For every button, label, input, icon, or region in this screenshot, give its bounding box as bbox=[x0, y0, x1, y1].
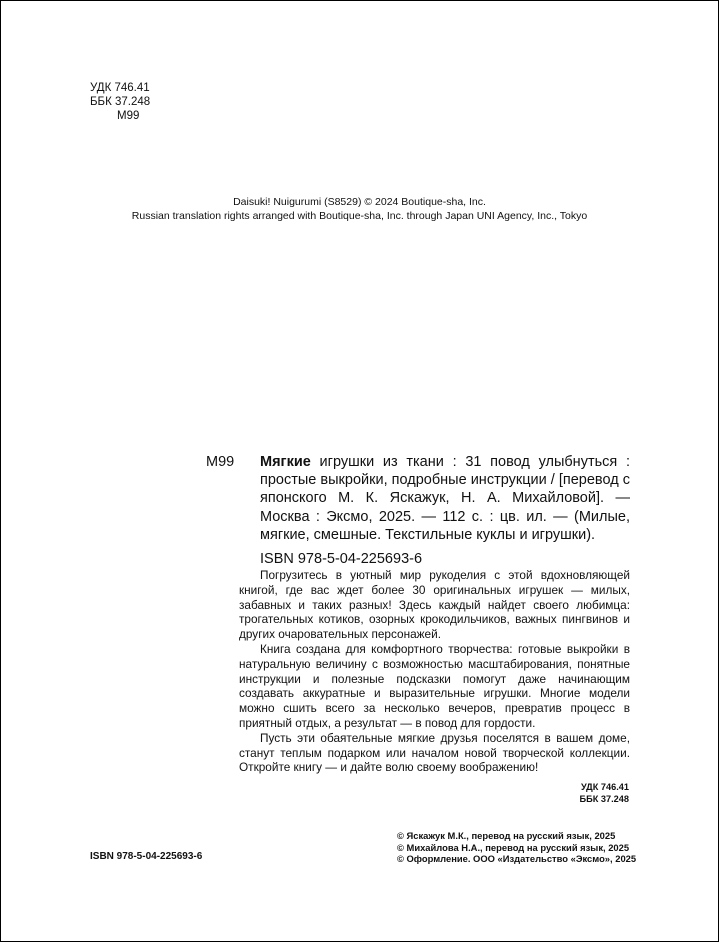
translation-rights bbox=[1, 195, 718, 223]
udk-code-bottom: УДК 746.41 bbox=[580, 782, 629, 792]
catalog-isbn: ISBN 978-5-04-225693-6 bbox=[260, 551, 423, 568]
copyright-line-3: © Оформление. ООО «Издательство «Эксмо», 2025 bbox=[397, 853, 637, 865]
author-mark: М99 bbox=[117, 110, 140, 122]
annotation-paragraph-3: Пусть эти обаятельные мягкие друзья поселятся в вашем доме, станут теплым подарком или началом новой творческой коллекции. Откройте книгу — и дайте волю своему воображению! bbox=[239, 730, 630, 775]
udk-code: УДК 746.41 bbox=[90, 82, 150, 94]
bbk-code: ББК 37.248 bbox=[90, 96, 151, 108]
catalog-record bbox=[260, 453, 630, 568]
catalog-description bbox=[260, 453, 630, 544]
catalog-description-text: игрушки из ткани : 31 повод улыбнуться : простые выкройки, подробные инструкции / [перевод с японского М. К. Яскажук, Н. А. Михайловой]. — Москва : Эксмо, 2025. — 112 с. : цв. ил. — (Милые, мягкие, смешные. Текстильные куклы и игрушки). bbox=[260, 454, 630, 543]
classification-codes-top bbox=[90, 81, 150, 123]
rights-line-1: Daisuki! Nuigurumi (S8529) © 2024 Boutique-sha, Inc. bbox=[233, 196, 486, 208]
copyright-notices bbox=[397, 830, 636, 865]
isbn-bottom: ISBN 978-5-04-225693-6 bbox=[90, 851, 203, 862]
classification-codes-bottom bbox=[481, 782, 629, 805]
copyright-line-1: © Яскажук М.К., перевод на русский язык, 2025 bbox=[397, 830, 616, 841]
copyright-line-2: © Михайлова Н.А., перевод на русский язык, 2025 bbox=[397, 841, 630, 853]
rights-line-2: Russian translation rights arranged with Boutique-sha, Inc. through Japan UNI Agency, Inc., Tokyo bbox=[131, 210, 588, 222]
annotation-paragraph-1: Погрузитесь в уютный мир рукоделия с этой вдохновляющей книгой, где вас ждет более 30 оригинальных игрушек — милых, забавных и таких разных! Здесь каждый найдет своего любимца: трогательных котиков, озорных крокодильчиков, важных пингвинов и других очаровательных персонажей. bbox=[239, 568, 630, 642]
annotation bbox=[239, 568, 630, 775]
bbk-code-bottom: ББК 37.248 bbox=[579, 793, 629, 804]
annotation-paragraph-2: Книга создана для комфортного творчества: готовые выкройки в натуральную величину с возможностью масштабирования, понятные инструкции и полезные подсказки помогут даже начинающим создавать аккуратные и выразительные игрушки. Многие модели можно сшить всего за несколько вечеров, превратив процесс в приятный отдых, а результат — в повод для гордости. bbox=[239, 641, 630, 730]
catalog-author-mark: М99 bbox=[206, 454, 235, 470]
catalog-title-lead: Мягкие bbox=[260, 454, 311, 470]
